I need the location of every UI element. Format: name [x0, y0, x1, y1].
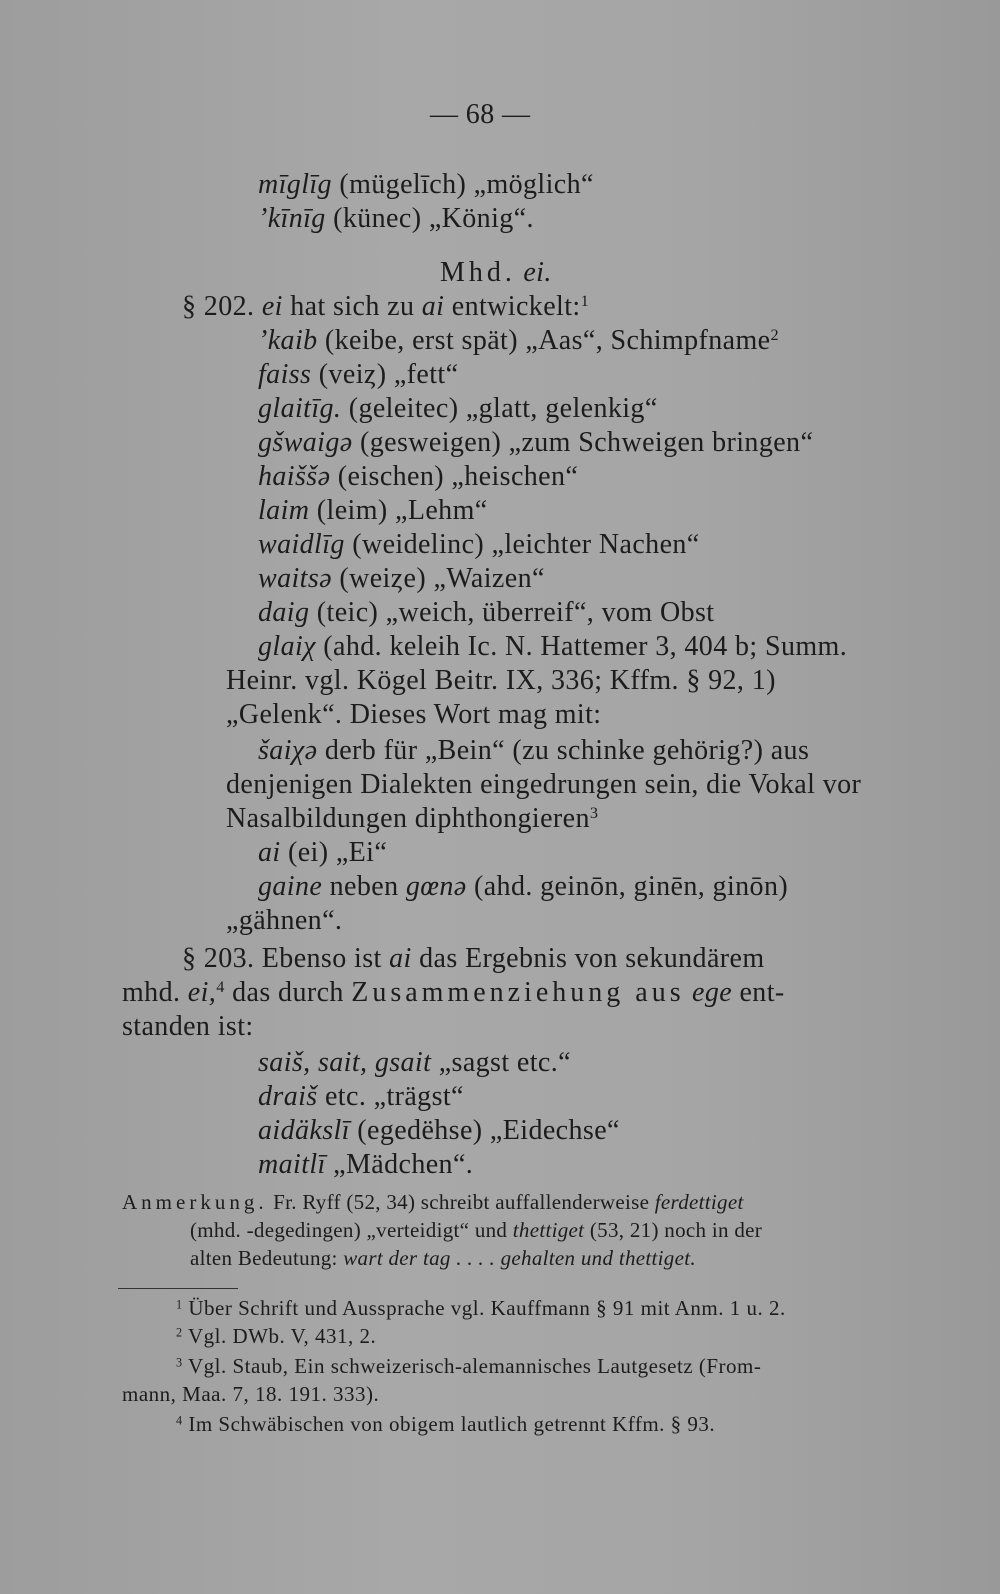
section-number: § 202. [182, 291, 255, 322]
entry-line [258, 392, 658, 426]
body-line: „gähnen“. [226, 905, 343, 936]
entry-line [258, 202, 534, 236]
body-line: Heinr. vgl. Kögel Beitr. IX, 336; Kffm. § 92, 1) [226, 665, 776, 696]
entry-text: (leim) „Lehm“ [309, 495, 488, 526]
footnote-number: 4 [176, 1413, 183, 1428]
dialect-word: daig [258, 597, 310, 628]
dialect-word: gaine [258, 871, 323, 902]
dialect-word: haiššə [258, 461, 331, 492]
footnote [176, 1352, 761, 1380]
dialect-word: glaiχ [258, 631, 316, 662]
entry-text: (weiȥe) „Waizen“ [331, 563, 545, 594]
footnote [176, 1410, 715, 1438]
dialect-word: mīglīg [258, 169, 332, 200]
entry-line [258, 734, 809, 768]
dialect-word: gœnə [405, 871, 467, 902]
dialect-word: saiš, sait, gsait [258, 1047, 432, 1078]
entry-text: (veiȥ) „fett“ [311, 359, 459, 390]
footnote-text: Vgl. Staub, Ein schweizerisch-alemannisches Lautgesetz (From- [182, 1354, 762, 1378]
footnote-number: 3 [176, 1355, 183, 1370]
note-text: (mhd. -degedingen) „verteidigt“ und [190, 1218, 513, 1242]
entry-line [258, 494, 488, 528]
entry-line [258, 562, 545, 596]
entry-text: (egedëhse) „Eidechse“ [349, 1115, 620, 1146]
entry-text: (weidelinc) „leichter Nachen“ [344, 529, 700, 560]
body-text: hat sich zu [282, 291, 422, 322]
section-203-line2 [122, 976, 785, 1010]
entry-line [258, 358, 458, 392]
dialect-word: ai [258, 837, 281, 868]
dialect-word: glaitīg. [258, 393, 342, 424]
footnote-text: mann, Maa. 7, 18. 191. 333). [122, 1382, 380, 1406]
dialect-word: faiss [258, 359, 312, 390]
dialect-word: ege [692, 977, 733, 1008]
entry-text: neben [322, 871, 406, 902]
entry-text: (gesweigen) „zum Schweigen bringen“ [352, 427, 814, 458]
footnote-ref: 2 [770, 326, 779, 345]
dialect-word: ʼkīnīg [258, 203, 326, 234]
dialect-word: gšwaigə [258, 427, 353, 458]
note-text: alten Bedeutung: [190, 1246, 344, 1270]
page-header: — 68 — [430, 99, 531, 130]
section-203-line3: standen ist: [122, 1011, 254, 1042]
section-203-line1 [182, 942, 765, 976]
footnote [176, 1294, 786, 1322]
dialect-word: thettiget [512, 1218, 585, 1242]
body-text [685, 977, 692, 1008]
anmerkung-line1 [122, 1188, 744, 1216]
entry-line [258, 1148, 473, 1182]
footnote-text: Über Schrift und Aussprache vgl. Kauffmann § 91 mit Anm. 1 u. 2. [182, 1296, 786, 1320]
entry-line [258, 1046, 571, 1080]
section-202-intro [182, 290, 589, 324]
footnote-divider [118, 1288, 238, 1289]
footnote-text: Im Schwäbischen von obigem lautlich getrennt Kffm. § 93. [182, 1412, 716, 1436]
entry-line [258, 1080, 464, 1114]
dialect-word: waitsə [258, 563, 332, 594]
heading-mhd: Mhd. [440, 257, 516, 288]
body-text: § 203. Ebenso ist [182, 943, 390, 974]
footnote-number: 1 [176, 1297, 183, 1312]
dialect-word: ai [421, 291, 445, 322]
note-text: (53, 21) noch in der [584, 1218, 763, 1242]
entry-text: „sagst etc.“ [431, 1047, 571, 1078]
dialect-word: draiš [258, 1081, 318, 1112]
body-text: mhd. [122, 977, 188, 1008]
footnote-ref: 1 [580, 292, 590, 311]
body-text: das durch [224, 977, 352, 1008]
entry-line [258, 1114, 620, 1148]
dialect-word: ai [389, 943, 412, 974]
entry-text: (mügelīch) „möglich“ [331, 169, 594, 200]
entry-text: (teic) „weich, überreif“, vom Obst [309, 597, 715, 628]
section-heading-mhd-ei [440, 256, 552, 290]
footnote-ref: 3 [589, 804, 599, 823]
footnote [122, 1380, 379, 1408]
dialect-word: ei, [187, 977, 217, 1008]
entry-text: (geleitec) „glatt, gelenkig“ [341, 393, 658, 424]
footnote-number: 2 [176, 1325, 183, 1340]
entry-line [258, 596, 714, 630]
entry-line [258, 460, 578, 494]
entry-text: „Mädchen“. [325, 1149, 474, 1180]
body-text: ent- [732, 977, 785, 1008]
footnote-text: Vgl. DWb. V, 431, 2. [182, 1324, 377, 1348]
body-line: denjenigen Dialekten eingedrungen sein, die Vokal vor [226, 769, 862, 800]
anmerkung-label: Anmerkung. [122, 1190, 268, 1214]
entry-line [258, 528, 700, 562]
dialect-word: ferdettiget [654, 1190, 744, 1214]
entry-text: (ei) „Ei“ [280, 837, 388, 868]
entry-text: (ahd. geinōn, ginēn, ginōn) [466, 871, 789, 902]
dialect-word: laim [258, 495, 310, 526]
anmerkung-line3 [190, 1244, 696, 1272]
entry-text: derb für „Bein“ (zu schinke gehörig?) aus [317, 735, 810, 766]
body-line [226, 802, 598, 836]
entry-line [258, 426, 813, 460]
anmerkung-line2 [190, 1216, 762, 1244]
body-text: Nasalbildungen diphthongieren [226, 803, 590, 834]
dialect-word: šaiχə [258, 735, 318, 766]
entry-text: etc. „trägst“ [317, 1081, 464, 1112]
footnote-ref: 4 [216, 978, 225, 997]
note-text: Fr. Ryff (52, 34) schreibt auffallenderweise [267, 1190, 655, 1214]
spaced-text: Zusammenziehung aus [351, 977, 685, 1008]
footnote [176, 1322, 376, 1350]
entry-line [258, 168, 594, 202]
heading-ei: ei. [523, 257, 552, 288]
body-line: „Gelenk“. Dieses Wort mag mit: [226, 699, 602, 730]
dialect-word: maitlī [258, 1149, 326, 1180]
body-text: das Ergebnis von sekundärem [411, 943, 765, 974]
body-text: entwickelt: [444, 291, 581, 322]
entry-text: (eischen) „heischen“ [330, 461, 579, 492]
dialect-word: ei [261, 291, 283, 322]
entry-line [258, 870, 788, 904]
dialect-word: aidäkslī [258, 1115, 350, 1146]
entry-text: (ahd. keleih Ic. N. Hattemer 3, 404 b; Summ. [315, 631, 848, 662]
quote-text: wart der tag . . . . gehalten und thettiget. [343, 1246, 696, 1270]
dialect-word: ʼkaib [258, 325, 318, 356]
entry-text: (künec) „König“. [325, 203, 534, 234]
entry-text: (keibe, erst spät) „Aas“, Schimpfname [317, 325, 771, 356]
dialect-word: waidlīg [258, 529, 345, 560]
entry-line [258, 324, 779, 358]
entry-line [258, 630, 847, 664]
entry-line [258, 836, 387, 870]
